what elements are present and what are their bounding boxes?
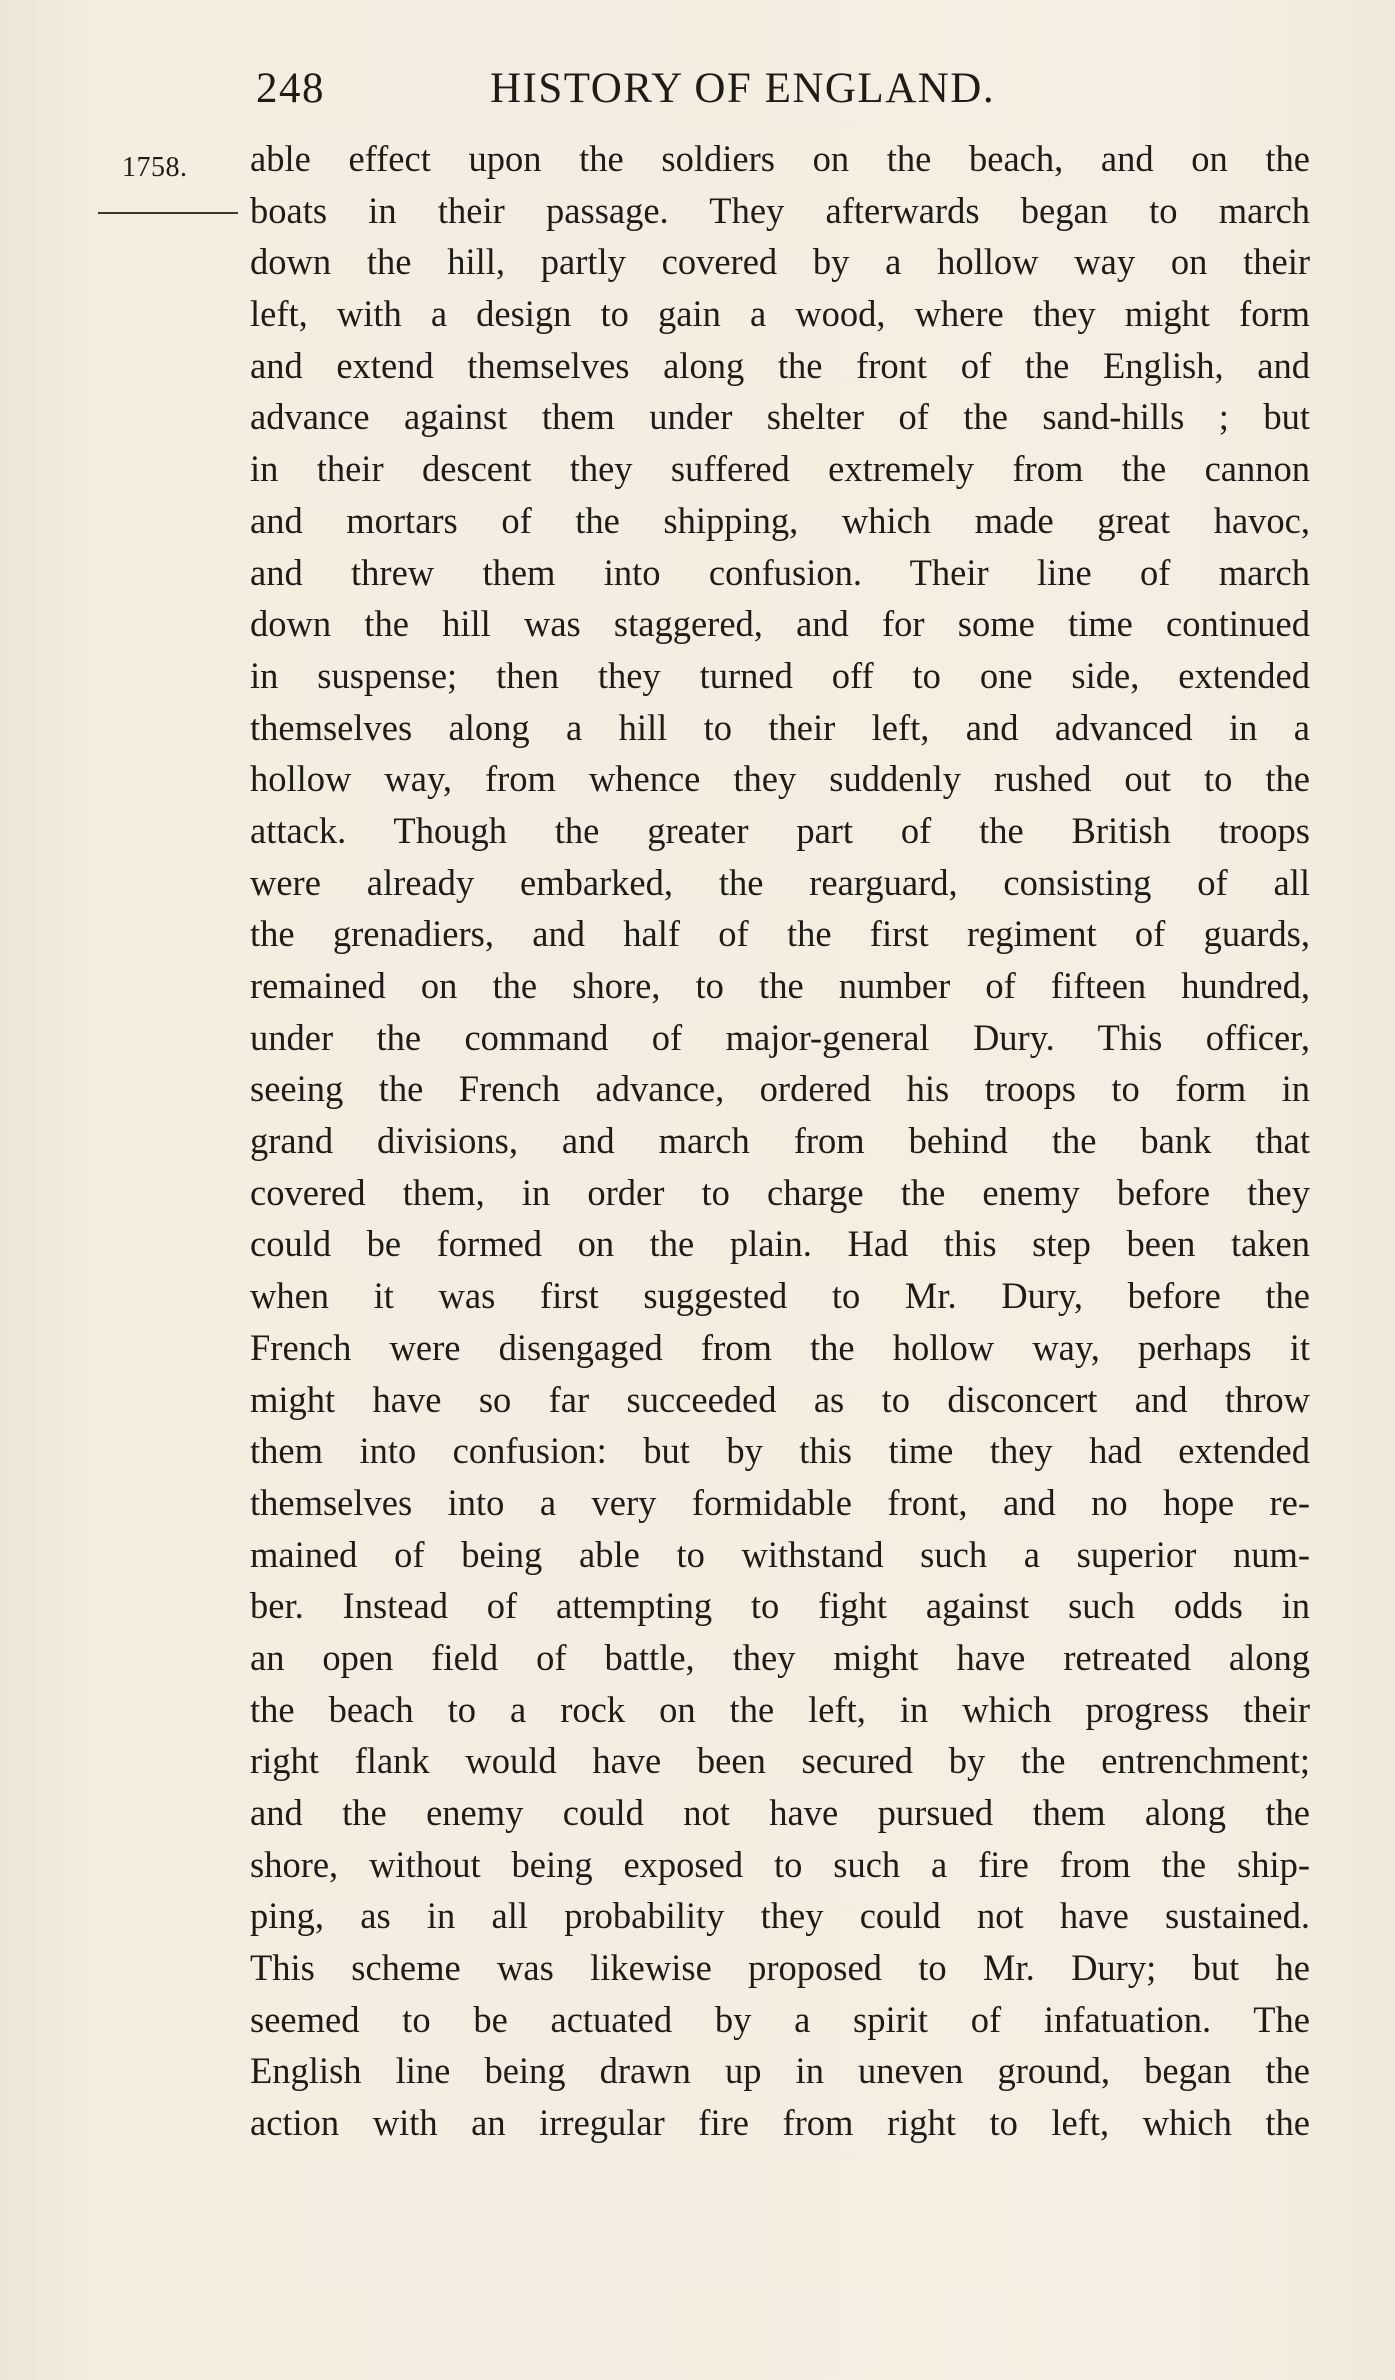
text-line: action with an irregular fire from right to left, which the bbox=[250, 2102, 1310, 2144]
text-line: down the hill was staggered, and for some time continued bbox=[250, 603, 1310, 645]
text-line: and the enemy could not have pursued them along the bbox=[250, 1792, 1310, 1833]
text-line: could be formed on the plain. Had this step been taken bbox=[250, 1223, 1310, 1265]
text-line: and mortars of the shipping, which made great havoc, bbox=[250, 499, 1310, 541]
text-line: ber. Instead of attempting to fight against such odds in bbox=[250, 1585, 1310, 1627]
text-line: boats in their passage. They afterwards began to march bbox=[250, 189, 1310, 231]
text-line: might have so far succeeded as to disconcert and throw bbox=[250, 1378, 1310, 1420]
text-line: in suspense; then they turned off to one side, extended bbox=[250, 654, 1310, 696]
text-line: them into confusion: but by this time they had extended bbox=[250, 1430, 1310, 1472]
body-text bbox=[250, 133, 1310, 2149]
text-line: in their descent they suffered extremely from the cannon bbox=[250, 448, 1310, 490]
text-line: right flank would have been secured by the entrenchment; bbox=[250, 1740, 1310, 1782]
text-line: attack. Though the greater part of the British troops bbox=[250, 809, 1310, 851]
text-line: themselves along a hill to their left, and advanced in a bbox=[250, 706, 1310, 748]
text-line: left, with a design to gain a wood, where they might form bbox=[250, 293, 1310, 335]
text-line: were already embarked, the rearguard, consisting of all bbox=[250, 861, 1310, 903]
running-head bbox=[250, 60, 1090, 120]
text-line: grand divisions, and march from behind the bank that bbox=[250, 1120, 1310, 1162]
text-line: when it was first suggested to Mr. Dury, before the bbox=[250, 1275, 1310, 1317]
page-number: 248 bbox=[256, 65, 325, 112]
text-line: shore, without being exposed to such a fire from the ship- bbox=[250, 1843, 1310, 1885]
text-line: advance against them under shelter of the sand-hills ; but bbox=[250, 396, 1310, 438]
text-line: mained of being able to withstand such a superior num- bbox=[250, 1533, 1310, 1575]
text-line: covered them, in order to charge the enemy before they bbox=[250, 1171, 1310, 1213]
text-line: down the hill, partly covered by a hollow way on their bbox=[250, 241, 1310, 283]
text-line: This scheme was likewise proposed to Mr. Dury; but he bbox=[250, 1947, 1310, 1989]
text-line: ping, as in all probability they could not have sustained. bbox=[250, 1895, 1310, 1937]
text-line: an open field of battle, they might have retreated along bbox=[250, 1636, 1310, 1678]
text-line: seeing the French advance, ordered his troops to form in bbox=[250, 1068, 1310, 1110]
margin-rule bbox=[98, 212, 238, 214]
text-line: hollow way, from whence they suddenly rushed out to the bbox=[250, 758, 1310, 800]
text-line: under the command of major-general Dury. This officer, bbox=[250, 1016, 1310, 1058]
margin-year-note: 1758. bbox=[122, 152, 188, 183]
text-line: seemed to be actuated by a spirit of infatuation. The bbox=[250, 1998, 1310, 2040]
text-line: the beach to a rock on the left, in which progress their bbox=[250, 1688, 1310, 1730]
text-line: French were disengaged from the hollow way, perhaps it bbox=[250, 1326, 1310, 1368]
text-line: remained on the shore, to the number of fifteen hundred, bbox=[250, 965, 1310, 1006]
page-title: HISTORY OF ENGLAND. bbox=[490, 65, 996, 112]
text-line: and threw them into confusion. Their line of march bbox=[250, 551, 1310, 593]
text-line: and extend themselves along the front of the English, and bbox=[250, 344, 1310, 386]
text-line: able effect upon the soldiers on the beach, and on the bbox=[250, 138, 1310, 179]
text-line: the grenadiers, and half of the first regiment of guards, bbox=[250, 913, 1310, 955]
text-line: themselves into a very formidable front, and no hope re- bbox=[250, 1481, 1310, 1523]
text-line: English line being drawn up in uneven ground, began the bbox=[250, 2050, 1310, 2092]
